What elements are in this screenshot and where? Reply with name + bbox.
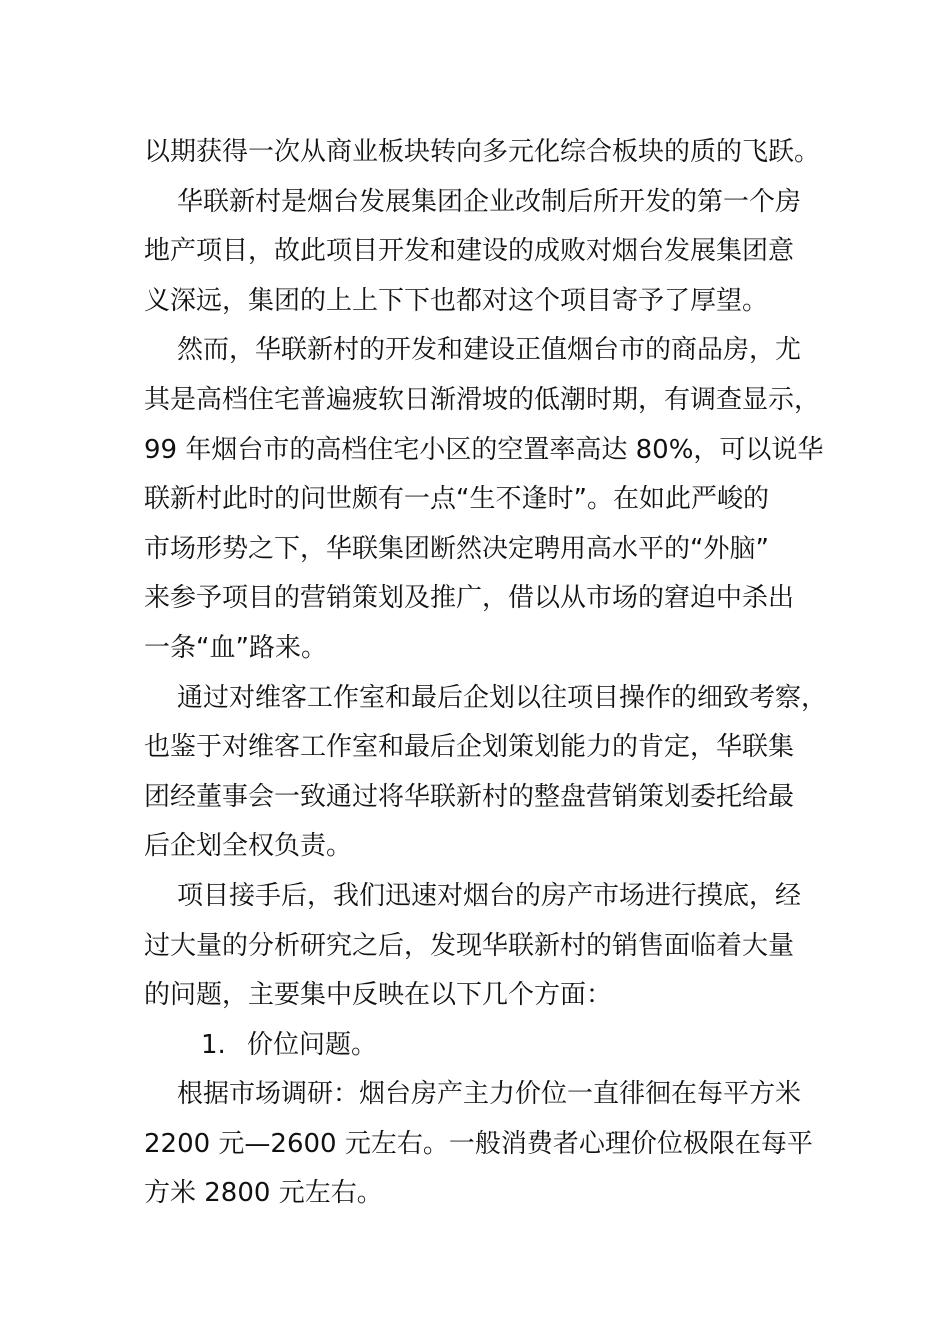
document-body [144, 128, 828, 1219]
paragraph-line: 也鉴于对维客工作室和最后企划策划能力的肯定，华联集 [144, 732, 795, 763]
paragraph-line: 的问题，主要集中反映在以下几个方面： [144, 980, 613, 1011]
paragraph-line: 来参予项目的营销策划及推广，借以从市场的窘迫中杀出 [144, 583, 795, 614]
paragraph-line: 市场形势之下，华联集团断然决定聘用高水平的“外脑” [144, 533, 769, 564]
list-item [144, 1021, 814, 1071]
paragraph-line: 以期获得一次从商业板块转向多元化综合板块的质的飞跃。 [144, 137, 821, 167]
paragraph-line: 项目接手后，我们迅速对烟台的房产市场进行摸底，经 [177, 880, 802, 911]
paragraph-line: 通过对维客工作室和最后企划以往项目操作的细致考察， [177, 682, 828, 713]
list-item-text: 价位问题。 [247, 1029, 378, 1060]
paragraph-line: 99 年烟台市的高档住宅小区的空置率高达 80%，可以说华 [144, 434, 824, 465]
paragraph-line: 根据市场调研：烟台房产主力价位一直徘徊在每平方米 [177, 1079, 802, 1110]
paragraph-line: 团经董事会一致通过将华联新村的整盘营销策划委托给最 [144, 781, 795, 812]
paragraph-line: 华联新村是烟台发展集团企业改制后所开发的第一个房 [177, 186, 802, 217]
list-item-number: 1. [201, 1029, 226, 1060]
paragraph-line: 方米 2800 元左右。 [144, 1178, 383, 1209]
paragraph-line: 2200 元—2600 元左右。一般消费者心理价位极限在每平 [144, 1128, 813, 1159]
paragraph-line: 地产项目，故此项目开发和建设的成败对烟台发展集团意 [144, 236, 795, 267]
paragraph-line: 联新村此时的问世颇有一点“生不逢时”。在如此严峻的 [144, 484, 769, 515]
paragraph-line: 过大量的分析研究之后，发现华联新村的销售面临着大量 [144, 930, 795, 961]
paragraph-line: 其是高档住宅普遍疲软日渐滑坡的低潮时期，有调查显示， [144, 384, 821, 415]
paragraph-line: 然而，华联新村的开发和建设正值烟台市的商品房，尤 [177, 335, 802, 366]
paragraph-line: 后企划全权负责。 [144, 831, 353, 862]
paragraph-line: 义深远，集团的上上下下也都对这个项目寄予了厚望。 [144, 285, 769, 316]
paragraph-line: 一条“血”路来。 [144, 632, 327, 663]
